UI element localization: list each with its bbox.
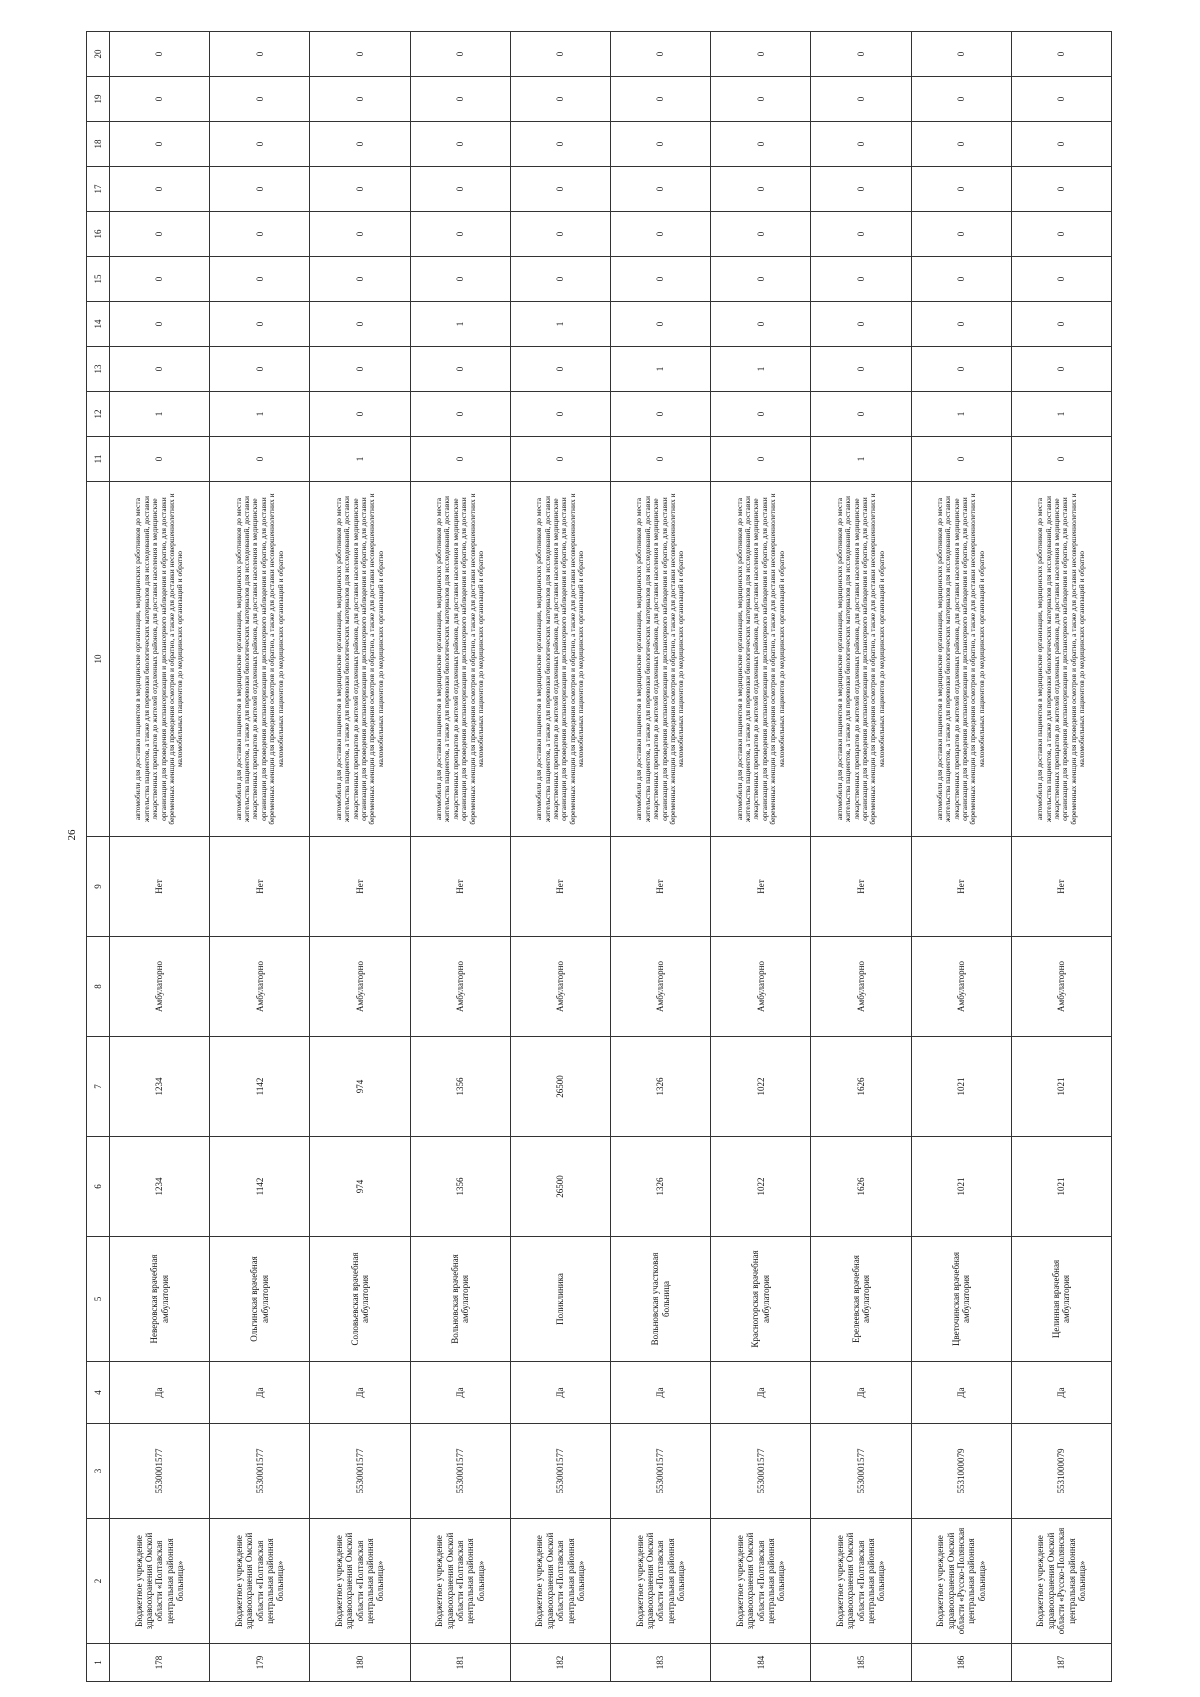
cell-col-20: 0 [110,32,210,77]
column-number-13: 13 [87,347,110,392]
cell-col-16: 0 [410,212,510,257]
cell-flag-no: Нет [310,837,410,937]
cell-row-number: 179 [210,1644,310,1682]
registry-table [86,31,1112,1682]
cell-col-18: 0 [510,122,610,167]
cell-col-18: 0 [310,122,410,167]
cell-subdivision-name: Неверовская врачебная амбулатория [110,1237,210,1362]
table-row [610,32,710,1682]
column-number-3: 3 [87,1424,110,1519]
table-row [911,32,1011,1682]
cell-col-13: 0 [210,347,310,392]
column-number-7: 7 [87,1037,110,1137]
cell-col-16: 0 [210,212,310,257]
cell-col-12: 1 [1011,392,1111,437]
cell-subdivision-name: Ерелеевская врачебная амбулатория [811,1237,911,1362]
cell-col-16: 0 [911,212,1011,257]
cell-col-11: 1 [310,437,410,482]
cell-subdivision-name: Поликлиника [510,1237,610,1362]
cell-count-6: 974 [310,1137,410,1237]
column-number-2: 2 [87,1519,110,1644]
cell-vehicle-purpose: автомобили для доставки пациентов в медицинские организации, медицинских работников до места жительства пациентов, а также для перевозки биологических материалов для исследований, доставки лекарственных препаратов до жителей отдаленных районов, для доставки населения в медицинские организации для проведения диспансеризации и диспансерного наблюдения и обратно, для доставки беременных женщин для проведения осмотров и обратно, а также для доставки несовершеннолетних и маломобильных пациентов до медицинских организаций и обратно [510,482,610,837]
cell-col-12: 0 [711,392,811,437]
cell-col-15: 0 [110,257,210,302]
cell-col-11: 0 [1011,437,1111,482]
column-number-17: 17 [87,167,110,212]
cell-col-15: 0 [911,257,1011,302]
cell-vehicle-purpose: автомобили для доставки пациентов в медицинские организации, медицинских работников до места жительства пациентов, а также для перевозки биологических материалов для исследований, доставки лекарственных препаратов до жителей отдаленных районов, для доставки населения в медицинские организации для проведения диспансеризации и диспансерного наблюдения и обратно, для доставки беременных женщин для проведения осмотров и обратно, а также для доставки несовершеннолетних и маломобильных пациентов до медицинских организаций и обратно [610,482,710,837]
cell-care-form: Амбулаторно [811,937,911,1037]
cell-count-7: 1356 [410,1037,510,1137]
cell-count-6: 1356 [410,1137,510,1237]
cell-flag-no: Нет [110,837,210,937]
cell-col-19: 0 [510,77,610,122]
cell-count-6: 1142 [210,1137,310,1237]
cell-count-6: 1626 [811,1137,911,1237]
table-row [210,32,310,1682]
cell-col-15: 0 [210,257,310,302]
cell-inn: 5530001577 [410,1424,510,1519]
cell-flag-no: Нет [510,837,610,937]
cell-col-12: 1 [110,392,210,437]
cell-flag-yes: Да [811,1362,911,1424]
cell-col-18: 0 [711,122,811,167]
cell-flag-yes: Да [1011,1362,1111,1424]
table-row [711,32,811,1682]
cell-subdivision-name: Цветочинская врачебная амбулатория [911,1237,1011,1362]
cell-col-15: 0 [510,257,610,302]
rotated-table-container [86,32,1112,1682]
cell-vehicle-purpose: автомобили для доставки пациентов в медицинские организации, медицинских работников до места жительства пациентов, а также для перевозки биологических материалов для исследований, доставки лекарственных препаратов до жителей отдаленных районов, для доставки населения в медицинские организации для проведения диспансеризации и диспансерного наблюдения и обратно, для доставки беременных женщин для проведения осмотров и обратно, а также для доставки несовершеннолетних и маломобильных пациентов до медицинских организаций и обратно [310,482,410,837]
cell-row-number: 178 [110,1644,210,1682]
cell-count-6: 1021 [911,1137,1011,1237]
cell-col-13: 0 [410,347,510,392]
table-row [811,32,911,1682]
cell-col-13: 1 [711,347,811,392]
cell-vehicle-purpose: автомобили для доставки пациентов в медицинские организации, медицинских работников до места жительства пациентов, а также для перевозки биологических материалов для исследований, доставки лекарственных препаратов до жителей отдаленных районов, для доставки населения в медицинские организации для проведения диспансеризации и диспансерного наблюдения и обратно, для доставки беременных женщин для проведения осмотров и обратно, а также для доставки несовершеннолетних и маломобильных пациентов до медицинских организаций и обратно [811,482,911,837]
cell-vehicle-purpose: автомобили для доставки пациентов в медицинские организации, медицинских работников до места жительства пациентов, а также для перевозки биологических материалов для исследований, доставки лекарственных препаратов до жителей отдаленных районов, для доставки населения в медицинские организации для проведения диспансеризации и диспансерного наблюдения и обратно, для доставки беременных женщин для проведения осмотров и обратно, а также для доставки несовершеннолетних и маломобильных пациентов до медицинских организаций и обратно [711,482,811,837]
cell-inn: 5530001577 [110,1424,210,1519]
cell-col-20: 0 [911,32,1011,77]
cell-care-form: Амбулаторно [410,937,510,1037]
cell-col-13: 1 [610,347,710,392]
cell-flag-yes: Да [711,1362,811,1424]
column-number-11: 11 [87,437,110,482]
cell-row-number: 180 [310,1644,410,1682]
cell-col-19: 0 [410,77,510,122]
cell-col-17: 0 [610,167,710,212]
cell-col-16: 0 [811,212,911,257]
cell-inn: 5531000079 [911,1424,1011,1519]
cell-col-11: 0 [610,437,710,482]
column-number-1: 1 [87,1644,110,1682]
column-number-8: 8 [87,937,110,1037]
cell-col-17: 0 [110,167,210,212]
cell-flag-yes: Да [210,1362,310,1424]
cell-col-12: 0 [610,392,710,437]
cell-col-11: 1 [811,437,911,482]
cell-count-7: 1326 [610,1037,710,1137]
cell-col-17: 0 [210,167,310,212]
cell-row-number: 183 [610,1644,710,1682]
cell-organization-name: Бюджетное учреждение здравоохранения Омской области «Полтавская центральная районная больница» [110,1519,210,1644]
cell-col-13: 0 [1011,347,1111,392]
cell-vehicle-purpose: автомобили для доставки пациентов в медицинские организации, медицинских работников до места жительства пациентов, а также для перевозки биологических материалов для исследований, доставки лекарственных препаратов до жителей отдаленных районов, для доставки населения в медицинские организации для проведения диспансеризации и диспансерного наблюдения и обратно, для доставки беременных женщин для проведения осмотров и обратно, а также для доставки несовершеннолетних и маломобильных пациентов до медицинских организаций и обратно [110,482,210,837]
cell-col-16: 0 [711,212,811,257]
cell-col-15: 0 [410,257,510,302]
cell-vehicle-purpose: автомобили для доставки пациентов в медицинские организации, медицинских работников до места жительства пациентов, а также для перевозки биологических материалов для исследований, доставки лекарственных препаратов до жителей отдаленных районов, для доставки населения в медицинские организации для проведения диспансеризации и диспансерного наблюдения и обратно, для доставки беременных женщин для проведения осмотров и обратно, а также для доставки несовершеннолетних и маломобильных пациентов до медицинских организаций и обратно [410,482,510,837]
cell-col-17: 0 [410,167,510,212]
cell-subdivision-name: Целинная врачебная амбулатория [1011,1237,1111,1362]
cell-col-11: 0 [110,437,210,482]
cell-col-16: 0 [1011,212,1111,257]
cell-count-7: 1021 [911,1037,1011,1137]
table-row [410,32,510,1682]
cell-care-form: Амбулаторно [510,937,610,1037]
cell-col-14: 0 [711,302,811,347]
column-number-4: 4 [87,1362,110,1424]
cell-subdivision-name: Красногорская врачебная амбулатория [711,1237,811,1362]
cell-organization-name: Бюджетное учреждение здравоохранения Омской области «Полтавская центральная районная больница» [811,1519,911,1644]
cell-organization-name: Бюджетное учреждение здравоохранения Омской области «Полтавская центральная районная больница» [610,1519,710,1644]
cell-col-12: 0 [510,392,610,437]
cell-col-15: 0 [811,257,911,302]
cell-inn: 5530001577 [811,1424,911,1519]
cell-count-7: 974 [310,1037,410,1137]
cell-col-17: 0 [510,167,610,212]
cell-col-14: 0 [1011,302,1111,347]
column-number-19: 19 [87,77,110,122]
column-number-10: 10 [87,482,110,837]
cell-col-11: 0 [911,437,1011,482]
cell-col-16: 0 [110,212,210,257]
cell-care-form: Амбулаторно [1011,937,1111,1037]
column-number-14: 14 [87,302,110,347]
cell-col-11: 0 [210,437,310,482]
cell-col-18: 0 [110,122,210,167]
cell-col-11: 0 [510,437,610,482]
cell-inn: 5530001577 [310,1424,410,1519]
cell-col-18: 0 [410,122,510,167]
cell-col-15: 0 [310,257,410,302]
cell-col-17: 0 [811,167,911,212]
column-number-5: 5 [87,1237,110,1362]
column-number-20: 20 [87,32,110,77]
cell-col-12: 1 [210,392,310,437]
cell-flag-no: Нет [811,837,911,937]
cell-col-14: 1 [510,302,610,347]
cell-flag-no: Нет [610,837,710,937]
cell-row-number: 182 [510,1644,610,1682]
cell-col-20: 0 [711,32,811,77]
cell-col-20: 0 [310,32,410,77]
cell-col-11: 0 [410,437,510,482]
cell-flag-yes: Да [510,1362,610,1424]
cell-row-number: 186 [911,1644,1011,1682]
cell-flag-yes: Да [310,1362,410,1424]
cell-col-13: 0 [811,347,911,392]
cell-col-14: 0 [310,302,410,347]
cell-col-20: 0 [811,32,911,77]
cell-organization-name: Бюджетное учреждение здравоохранения Омской области «Полтавская центральная районная больница» [711,1519,811,1644]
cell-organization-name: Бюджетное учреждение здравоохранения Омской области «Полтавская центральная районная больница» [410,1519,510,1644]
cell-count-6: 1326 [610,1137,710,1237]
cell-col-17: 0 [711,167,811,212]
table-row [1011,32,1111,1682]
cell-col-14: 0 [210,302,310,347]
cell-flag-yes: Да [110,1362,210,1424]
cell-col-19: 0 [610,77,710,122]
cell-inn: 5530001577 [610,1424,710,1519]
cell-inn: 5530001577 [711,1424,811,1519]
cell-count-6: 1022 [711,1137,811,1237]
cell-col-12: 0 [811,392,911,437]
cell-care-form: Амбулаторно [711,937,811,1037]
cell-vehicle-purpose: автомобили для доставки пациентов в медицинские организации, медицинских работников до места жительства пациентов, а также для перевозки биологических материалов для исследований, доставки лекарственных препаратов до жителей отдаленных районов, для доставки населения в медицинские организации для проведения диспансеризации и диспансерного наблюдения и обратно, для доставки беременных женщин для проведения осмотров и обратно, а также для доставки несовершеннолетних и маломобильных пациентов до медицинских организаций и обратно [911,482,1011,837]
cell-count-6: 1234 [110,1137,210,1237]
cell-flag-yes: Да [610,1362,710,1424]
cell-count-6: 1021 [1011,1137,1111,1237]
cell-col-12: 0 [310,392,410,437]
cell-col-17: 0 [310,167,410,212]
cell-col-19: 0 [110,77,210,122]
cell-count-7: 1142 [210,1037,310,1137]
table-row [110,32,210,1682]
cell-col-14: 0 [911,302,1011,347]
cell-flag-no: Нет [1011,837,1111,937]
table-row [310,32,410,1682]
cell-col-11: 0 [711,437,811,482]
cell-col-19: 0 [310,77,410,122]
cell-col-12: 0 [410,392,510,437]
cell-col-17: 0 [911,167,1011,212]
cell-col-14: 1 [410,302,510,347]
cell-care-form: Амбулаторно [210,937,310,1037]
cell-col-19: 0 [911,77,1011,122]
cell-col-14: 0 [110,302,210,347]
cell-subdivision-name: Соловьевская врачебная амбулатория [310,1237,410,1362]
column-number-6: 6 [87,1137,110,1237]
cell-row-number: 187 [1011,1644,1111,1682]
cell-col-18: 0 [610,122,710,167]
column-number-9: 9 [87,837,110,937]
cell-count-7: 1626 [811,1037,911,1137]
cell-row-number: 185 [811,1644,911,1682]
cell-organization-name: Бюджетное учреждение здравоохранения Омской области «Полтавская центральная районная больница» [210,1519,310,1644]
cell-inn: 5531000079 [1011,1424,1111,1519]
cell-vehicle-purpose: автомобили для доставки пациентов в медицинские организации, медицинских работников до места жительства пациентов, а также для перевозки биологических материалов для исследований, доставки лекарственных препаратов до жителей отдаленных районов, для доставки населения в медицинские организации для проведения диспансеризации и диспансерного наблюдения и обратно, для доставки беременных женщин для проведения осмотров и обратно, а также для доставки несовершеннолетних и маломобильных пациентов до медицинских организаций и обратно [1011,482,1111,837]
cell-col-18: 0 [1011,122,1111,167]
cell-subdivision-name: Вольновская участковая больница [610,1237,710,1362]
column-number-12: 12 [87,392,110,437]
cell-flag-yes: Да [410,1362,510,1424]
page-number: 26 [66,829,78,841]
cell-organization-name: Бюджетное учреждение здравоохранения Омской области «Русско-Полянская центральная районная больница» [911,1519,1011,1644]
cell-col-16: 0 [310,212,410,257]
cell-col-16: 0 [610,212,710,257]
cell-col-13: 0 [510,347,610,392]
cell-col-15: 0 [610,257,710,302]
cell-col-18: 0 [911,122,1011,167]
cell-col-15: 0 [1011,257,1111,302]
cell-organization-name: Бюджетное учреждение здравоохранения Омской области «Полтавская центральная районная больница» [310,1519,410,1644]
column-number-16: 16 [87,212,110,257]
cell-flag-yes: Да [911,1362,1011,1424]
cell-col-18: 0 [811,122,911,167]
cell-row-number: 181 [410,1644,510,1682]
column-number-18: 18 [87,122,110,167]
cell-inn: 5530001577 [210,1424,310,1519]
cell-col-13: 0 [310,347,410,392]
cell-row-number: 184 [711,1644,811,1682]
cell-col-19: 0 [1011,77,1111,122]
cell-organization-name: Бюджетное учреждение здравоохранения Омской области «Полтавская центральная районная больница» [510,1519,610,1644]
cell-col-20: 0 [610,32,710,77]
cell-organization-name: Бюджетное учреждение здравоохранения Омской области «Русско-Полянская центральная районная больница» [1011,1519,1111,1644]
cell-care-form: Амбулаторно [110,937,210,1037]
cell-count-7: 1234 [110,1037,210,1137]
cell-col-20: 0 [510,32,610,77]
cell-flag-no: Нет [410,837,510,937]
cell-count-7: 1022 [711,1037,811,1137]
cell-care-form: Амбулаторно [911,937,1011,1037]
table-row [510,32,610,1682]
cell-col-12: 1 [911,392,1011,437]
cell-col-20: 0 [410,32,510,77]
cell-col-19: 0 [811,77,911,122]
cell-inn: 5530001577 [510,1424,610,1519]
cell-col-20: 0 [1011,32,1111,77]
cell-care-form: Амбулаторно [610,937,710,1037]
cell-col-15: 0 [711,257,811,302]
cell-col-18: 0 [210,122,310,167]
cell-col-19: 0 [210,77,310,122]
cell-col-14: 0 [610,302,710,347]
cell-count-7: 26500 [510,1037,610,1137]
cell-flag-no: Нет [911,837,1011,937]
cell-col-13: 0 [110,347,210,392]
table-body [110,32,1112,1682]
cell-col-16: 0 [510,212,610,257]
cell-col-13: 0 [911,347,1011,392]
cell-count-6: 26500 [510,1137,610,1237]
cell-count-7: 1021 [1011,1037,1111,1137]
cell-care-form: Амбулаторно [310,937,410,1037]
cell-flag-no: Нет [711,837,811,937]
cell-subdivision-name: Вольновская врачебная амбулатория [410,1237,510,1362]
cell-subdivision-name: Ольгинская врачебная амбулатория [210,1237,310,1362]
cell-flag-no: Нет [210,837,310,937]
column-number-row [87,32,110,1682]
cell-vehicle-purpose: автомобили для доставки пациентов в медицинские организации, медицинских работников до места жительства пациентов, а также для перевозки биологических материалов для исследований, доставки лекарственных препаратов до жителей отдаленных районов, для доставки населения в медицинские организации для проведения диспансеризации и диспансерного наблюдения и обратно, для доставки беременных женщин для проведения осмотров и обратно, а также для доставки несовершеннолетних и маломобильных пациентов до медицинских организаций и обратно [210,482,310,837]
cell-col-17: 0 [1011,167,1111,212]
cell-col-14: 0 [811,302,911,347]
cell-col-19: 0 [711,77,811,122]
column-number-15: 15 [87,257,110,302]
cell-col-20: 0 [210,32,310,77]
